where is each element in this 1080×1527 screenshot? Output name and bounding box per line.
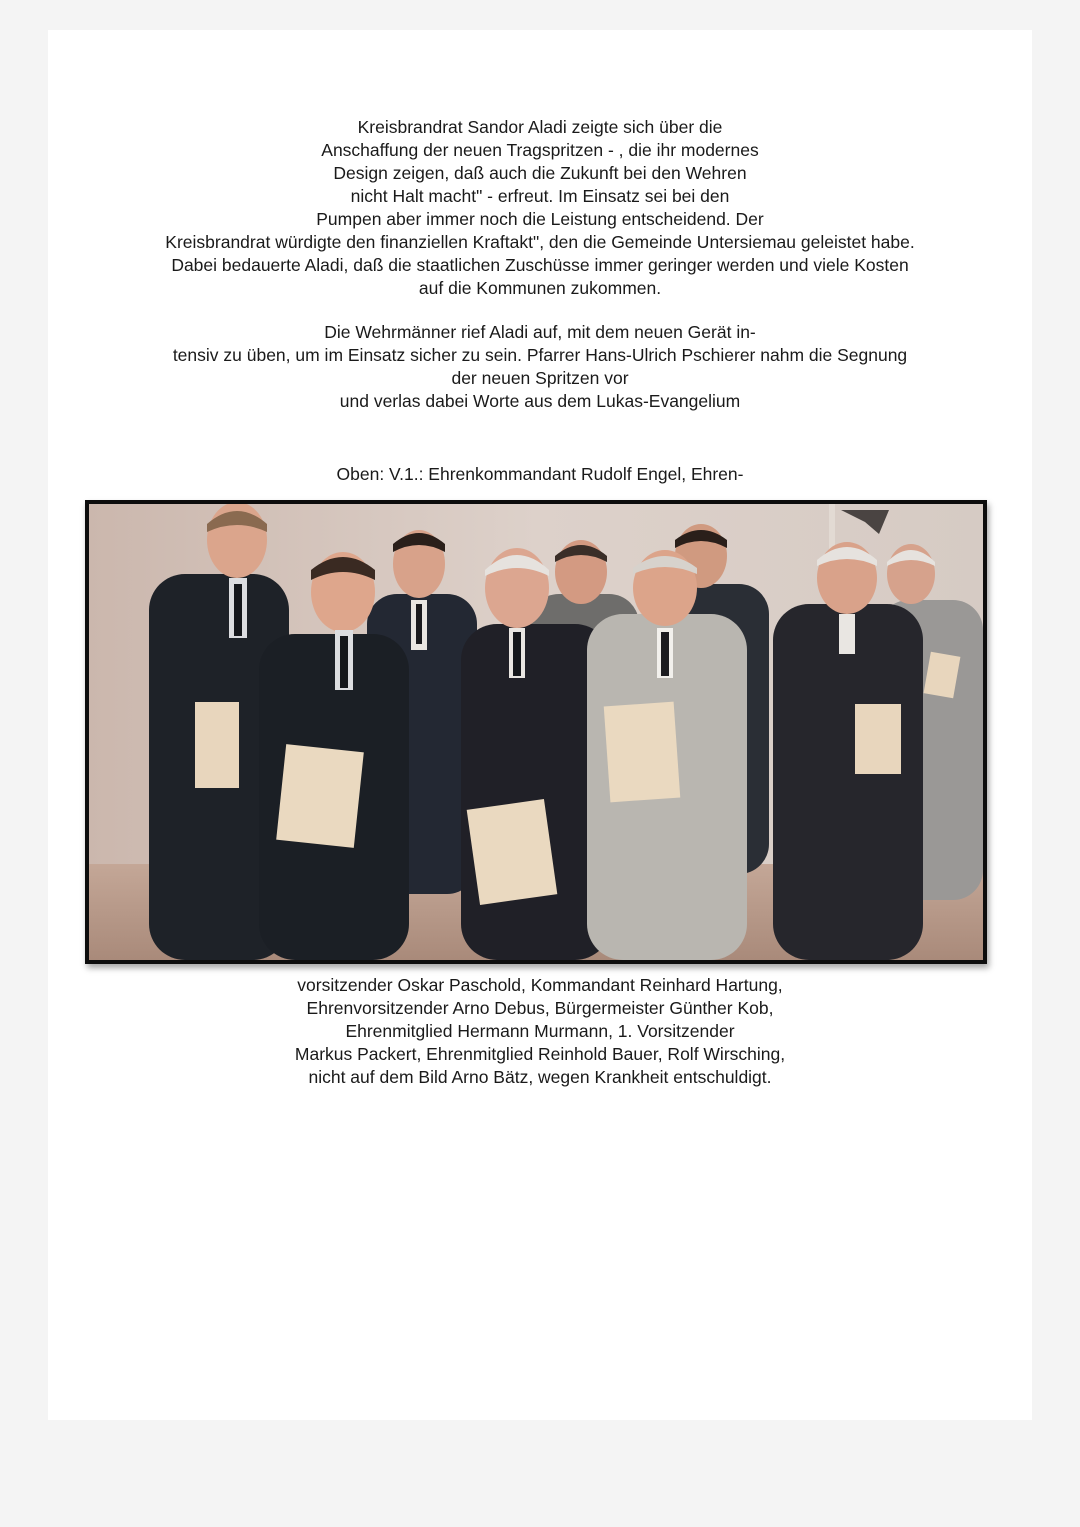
certificate xyxy=(855,704,901,774)
certificate xyxy=(604,702,681,803)
text-line: Kreisbrandrat Sandor Aladi zeigte sich über die xyxy=(357,117,723,137)
group-photo-image xyxy=(89,504,983,960)
caption-line: Oben: V.1.: Ehrenkommandant Rudolf Engel, Ehren- xyxy=(336,464,744,484)
caption-line: Markus Packert, Ehrenmitglied Reinhold Bauer, Rolf Wirsching, xyxy=(294,1044,786,1064)
text-line: Design zeigen, daß auch die Zukunft bei den Wehren xyxy=(333,163,747,183)
text-line: Pumpen aber immer noch die Leistung entscheidend. Der xyxy=(316,209,764,229)
photo-caption-bottom xyxy=(0,974,1080,1089)
certificate xyxy=(195,702,239,788)
text-line: und verlas dabei Worte aus dem Lukas-Evangelium xyxy=(339,391,741,411)
caption-line: Ehrenvorsitzender Arno Debus, Bürgermeister Günther Kob, xyxy=(306,998,774,1018)
caption-line: nicht auf dem Bild Arno Bätz, wegen Krankheit entschuldigt. xyxy=(308,1067,772,1087)
article-paragraph-1 xyxy=(0,116,1080,300)
certificate xyxy=(276,744,364,848)
group-photo xyxy=(85,500,987,964)
article-paragraph-2 xyxy=(0,321,1080,413)
caption-line: Ehrenmitglied Hermann Murmann, 1. Vorsitzender xyxy=(345,1021,735,1041)
text-line: Dabei bedauerte Aladi, daß die staatlichen Zuschüsse immer geringer werden und viele Kosten xyxy=(171,255,909,275)
text-line: Die Wehrmänner rief Aladi auf, mit dem neuen Gerät in- xyxy=(324,322,756,342)
text-line: tensiv zu üben, um im Einsatz sicher zu sein. Pfarrer Hans-Ulrich Pschierer nahm die Segnung xyxy=(172,345,908,365)
text-line: Anschaffung der neuen Tragspritzen - , die ihr modernes xyxy=(321,140,759,160)
photo-caption-top xyxy=(0,463,1080,486)
text-line: der neuen Spritzen vor xyxy=(451,368,629,388)
certificate xyxy=(467,799,558,905)
text-line: auf die Kommunen zukommen. xyxy=(418,278,662,298)
text-line: Kreisbrandrat würdigte den finanziellen Kraftakt", den die Gemeinde Untersiemau geleistet habe. xyxy=(165,232,915,252)
text-line: nicht Halt macht" - erfreut. Im Einsatz sei bei den xyxy=(350,186,730,206)
caption-line: vorsitzender Oskar Paschold, Kommandant Reinhard Hartung, xyxy=(297,975,783,995)
